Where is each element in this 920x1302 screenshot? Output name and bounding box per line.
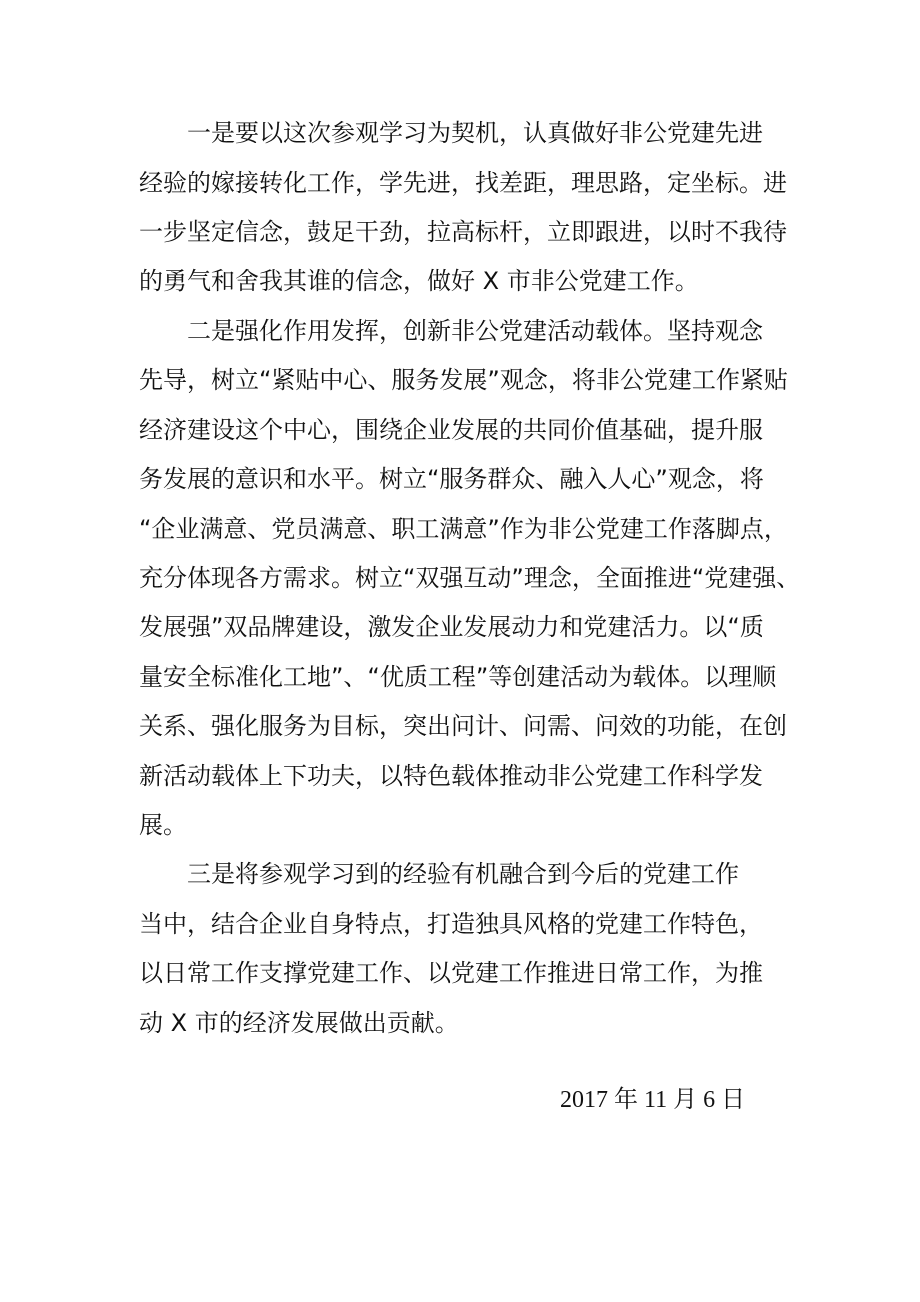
paragraph-3-line-1: 三是将参观学习到的经验有机融合到今后的党建工作 xyxy=(187,860,739,888)
document-date: 2017 年 11 月 6 日 xyxy=(560,1087,746,1113)
paragraph-2-line-5: “企业满意、党员满意、职工满意”作为非公党建工作落脚点， xyxy=(139,515,788,543)
paragraph-2-line-9: 关系、强化服务为目标，突出问计、问需、问效的功能，在创 xyxy=(139,712,787,740)
paragraph-2-line-2: 先导，树立“紧贴中心、服务发展”观念，将非公党建工作紧贴 xyxy=(139,366,788,394)
paragraph-2-line-11: 展。 xyxy=(139,811,187,839)
paragraph-3-line-3: 以日常工作支撑党建工作、以党建工作推进日常工作，为推 xyxy=(139,959,763,987)
paragraph-2-line-10: 新活动载体上下功夫，以特色载体推动非公党建工作科学发 xyxy=(139,762,763,790)
paragraph-2-line-3: 经济建设这个中心，围绕企业发展的共同价值基础，提升服 xyxy=(139,416,763,444)
paragraph-2-line-8: 量安全标准化工地”、“优质工程”等创建活动为载体。以理顺 xyxy=(139,663,777,691)
paragraph-2-line-1: 二是强化作用发挥，创新非公党建活动载体。坚持观念 xyxy=(187,317,763,345)
paragraph-3-line-2: 当中，结合企业自身特点，打造独具风格的党建工作特色， xyxy=(139,910,763,938)
paragraph-1-line-4: 的勇气和舍我其谁的信念，做好 X 市非公党建工作。 xyxy=(139,267,699,295)
paragraph-2-line-7: 发展强”双品牌建设，激发企业发展动力和党建活力。以“质 xyxy=(139,613,764,641)
paragraph-2-line-6: 充分体现各方需求。树立“双强互动”理念，全面推进“党建强、 xyxy=(139,564,801,592)
paragraph-1-line-2: 经验的嫁接转化工作，学先进，找差距，理思路，定坐标。进 xyxy=(139,169,787,197)
paragraph-1-line-3: 一步坚定信念，鼓足干劲，拉高标杆，立即跟进，以时不我待 xyxy=(139,218,787,246)
paragraph-2-line-4: 务发展的意识和水平。树立“服务群众、融入人心”观念，将 xyxy=(139,465,764,493)
paragraph-1-line-1: 一是要以这次参观学习为契机，认真做好非公党建先进 xyxy=(187,119,763,147)
paragraph-3-line-4: 动 X 市的经济发展做出贡献。 xyxy=(139,1009,459,1037)
